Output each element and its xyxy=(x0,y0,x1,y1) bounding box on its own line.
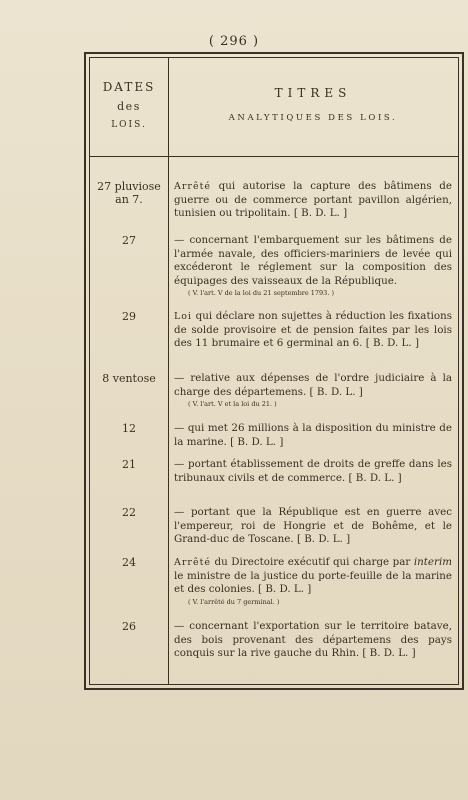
entry-date: 22 xyxy=(122,506,136,519)
table-frame xyxy=(84,52,464,690)
entry-body-before: du Directoire exécutif qui charge par xyxy=(211,556,414,568)
dates-header-line2: des xyxy=(117,100,141,113)
column-divider xyxy=(168,58,169,684)
entry-date: 24 xyxy=(122,556,136,569)
entry-body: — concernant l'exportation sur le territoire batave, des bois provenant des départemens des pays conquis sur la rive gauche du Rhin. [ B. D. L. ] xyxy=(174,620,452,659)
entry-body: — relative aux dépenses de l'ordre judiciaire à la charge des départemens. [ B. D. L. ] xyxy=(174,372,452,398)
entry-note: ( V. l'art. V de la loi du 21 septembre 1793. ) xyxy=(188,289,334,297)
dates-column-header xyxy=(90,78,168,135)
entry-lead: Loi xyxy=(174,311,193,322)
titles-column-header xyxy=(168,86,458,123)
entry-date: 29 xyxy=(122,310,136,323)
entry-text xyxy=(174,422,452,449)
entry-body: qui déclare non sujettes à réduction les fixations de solde provisoire et de pension faites par les lois des 11 brumaire et 6 germinal an 6. [ B. D. L. ] xyxy=(174,310,452,349)
entry-text xyxy=(174,310,452,351)
entry-italic: interim xyxy=(413,556,452,568)
entry-body: qui autorise la capture des bâtimens de guerre ou de commerce portant pavillon algérien, tunisien ou tripolitain. [ B. D. L. ] xyxy=(174,180,452,219)
entry-text xyxy=(174,180,452,221)
entry-body: — concernant l'embarquement sur les bâtimens de l'armée navale, des officiers-mariniers de levée qui excéderont le réglement sur la composition des équipages des vaisseaux de la République. xyxy=(174,234,452,287)
entry-date: 27 pluviose an 7. xyxy=(97,180,161,206)
entry-text xyxy=(174,234,452,298)
page-number: ( 296 ) xyxy=(208,34,260,49)
dates-header-line1: DATES xyxy=(102,80,156,94)
titles-subheader: ANALYTIQUES DES LOIS. xyxy=(228,113,398,123)
entry-text xyxy=(174,458,452,485)
entry-date: 26 xyxy=(122,620,136,633)
entry-date: 21 xyxy=(122,458,136,471)
entry-text xyxy=(174,506,452,547)
entry-lead: Arrêté xyxy=(174,181,212,192)
table-inner-border xyxy=(89,57,459,685)
entry-text xyxy=(174,556,452,607)
entry-text xyxy=(174,620,452,661)
entry-date: 8 ventose xyxy=(102,372,156,385)
entry-lead: Arrêté xyxy=(174,557,212,568)
entry-body-after: le ministre de la justice du porte-feuille de la marine et des colonies. [ B. D. L. ] xyxy=(174,569,452,595)
header-rule xyxy=(90,156,458,157)
entry-body: — qui met 26 millions à la disposition du ministre de la marine. [ B. D. L. ] xyxy=(174,422,452,448)
dates-header-line3: LOIS. xyxy=(111,120,147,130)
entry-date: 12 xyxy=(122,422,136,435)
entry-body: — portant que la République est en guerre avec l'empereur, roi de Hongrie et de Bohême, et le Grand-duc de Toscane. [ B. D. L. ] xyxy=(174,506,452,545)
entry-text xyxy=(174,372,452,409)
titles-header: TITRES xyxy=(274,86,352,100)
entry-date: 27 xyxy=(122,234,136,247)
entry-body: — portant établissement de droits de greffe dans les tribunaux civils et de commerce. [ B. D. L. ] xyxy=(174,458,452,484)
entry-note: ( V. l'art. V et la loi du 21. ) xyxy=(188,400,277,408)
entry-note: ( V. l'arrêté du 7 germinal. ) xyxy=(188,597,280,606)
